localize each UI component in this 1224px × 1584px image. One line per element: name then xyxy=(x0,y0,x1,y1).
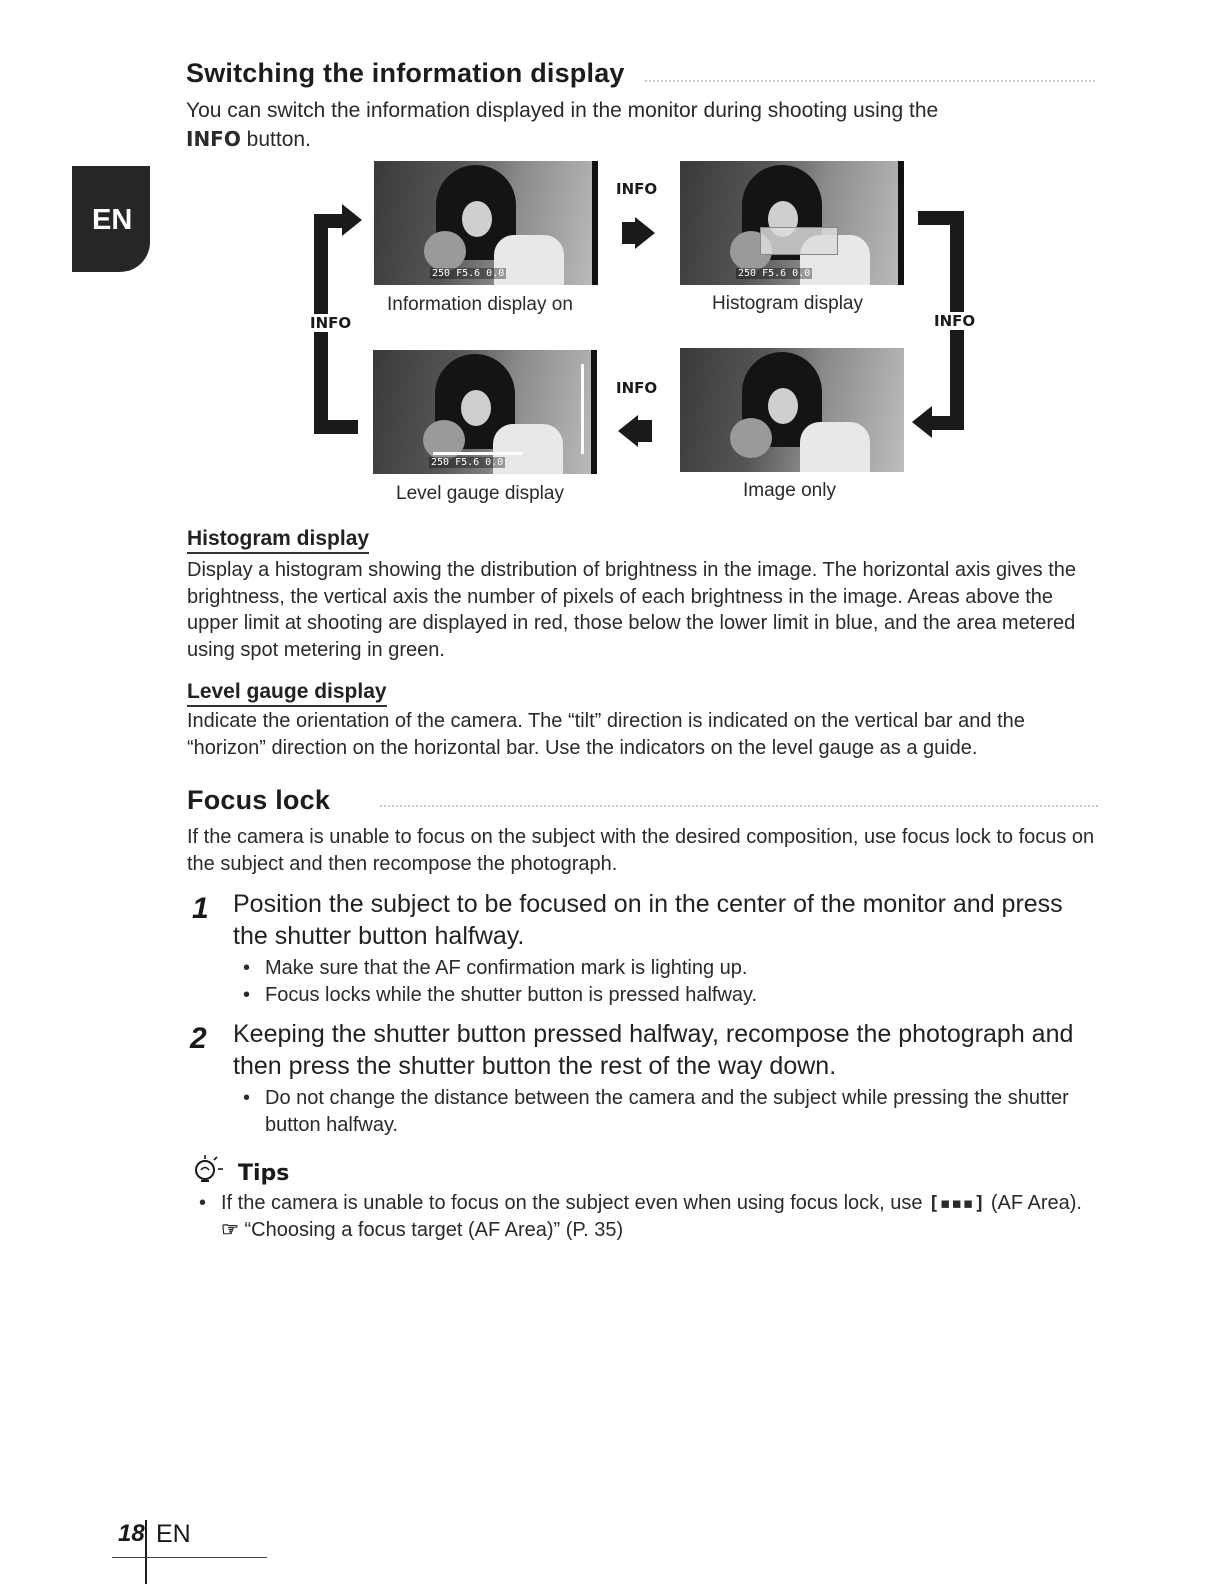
step-2-number: 2 xyxy=(190,1022,207,1055)
histogram-subhead: Histogram display xyxy=(187,527,369,554)
af-area-icon: [▪▪▪] xyxy=(928,1192,986,1214)
tips-bullet-dot: • xyxy=(199,1192,207,1214)
screen-image-only xyxy=(680,348,904,472)
section-title-switching: Switching the information display xyxy=(186,58,625,88)
step-1-text: Position the subject to be focused on in the center of the monitor and press the shutter button halfway. xyxy=(233,890,1063,950)
caption-level-gauge-display: Level gauge display xyxy=(396,483,564,504)
arrow-left-icon xyxy=(618,415,638,447)
tips-text xyxy=(221,1190,1101,1244)
page-number: 18 xyxy=(118,1520,145,1547)
tips-text-lead: If the camera is unable to focus on the subject even when using focus lock, use xyxy=(221,1192,923,1214)
footer-rule xyxy=(112,1557,267,1558)
focus-lock-intro: If the camera is unable to focus on the subject with the desired composition, use focus lock to focus on the subject and then recompose the photograph. xyxy=(187,826,1095,875)
info-label-right: INFO xyxy=(934,312,976,330)
step-2-bullet-1: Do not change the distance between the camera and the subject while pressing the shutter button halfway. xyxy=(265,1087,1069,1136)
language-tab-label: EN xyxy=(92,204,133,236)
info-label-top: INFO xyxy=(616,180,658,198)
footer-lang: EN xyxy=(156,1520,191,1548)
screen-osd-readout: 250 F5.6 0.0 xyxy=(738,268,811,279)
step-1-bullet-dot: • xyxy=(243,984,251,1006)
level-gauge-vertical-bar xyxy=(581,364,584,454)
caption-image-only: Image only xyxy=(743,480,836,501)
screen-osd-readout: 250 F5.6 0.0 xyxy=(432,268,505,279)
section-title-focus-lock: Focus lock xyxy=(187,785,331,815)
right-bracket-bottom xyxy=(930,416,964,430)
title-rule xyxy=(380,805,1098,807)
title-rule xyxy=(645,80,1095,82)
footer-divider xyxy=(145,1520,147,1584)
arrow-right-icon xyxy=(635,217,655,249)
histogram-overlay xyxy=(760,227,838,255)
page-reference-icon: ☞ xyxy=(221,1219,239,1241)
level-gauge-horizontal-bar xyxy=(433,452,523,455)
step-1-bullet-2: Focus locks while the shutter button is pressed halfway. xyxy=(265,984,758,1006)
info-label-left: INFO xyxy=(310,314,352,332)
switching-intro-suffix: button. xyxy=(240,128,311,151)
step-2-text: Keeping the shutter button pressed halfway, recompose the photograph and then press the shutter button the rest of the way down. xyxy=(233,1020,1074,1080)
tips-lightbulb-icon xyxy=(189,1152,225,1188)
switching-intro-text: You can switch the information displayed in the monitor during shooting using the xyxy=(186,99,939,122)
info-button-ref: INFO xyxy=(186,127,241,151)
screen-level-gauge-display xyxy=(373,350,597,474)
arrow-left-icon xyxy=(912,406,932,438)
screen-osd-readout: 250 F5.6 0.0 xyxy=(431,457,504,468)
left-bracket-top xyxy=(314,214,344,228)
language-tab xyxy=(72,166,150,272)
level-gauge-text: Indicate the orientation of the camera. The “tilt” direction is indicated on the vertical bar and the “horizon” direction on the horizontal bar. Use the indicators on the level gauge as a guide. xyxy=(187,710,1025,759)
tips-page-reference: “Choosing a focus target (AF Area)” (P. 35) xyxy=(244,1219,624,1241)
tips-text-af-area: (AF Area). xyxy=(990,1192,1082,1214)
level-gauge-subhead: Level gauge display xyxy=(187,680,387,707)
tips-title: Tips xyxy=(238,1161,290,1186)
info-label-bottom: INFO xyxy=(616,379,658,397)
screen-information-display xyxy=(374,161,598,285)
caption-histogram-display: Histogram display xyxy=(712,293,863,314)
step-2-bullet-dot: • xyxy=(243,1087,251,1109)
arrow-left-shaft xyxy=(638,420,652,442)
arrow-right-shaft xyxy=(622,222,636,244)
screen-histogram-display xyxy=(680,161,904,285)
step-1-bullet-dot: • xyxy=(243,957,251,979)
step-1-number: 1 xyxy=(192,892,209,925)
switching-intro xyxy=(186,97,1086,154)
step-1-bullet-1: Make sure that the AF confirmation mark is lighting up. xyxy=(265,957,748,979)
arrow-right-icon xyxy=(342,204,362,236)
histogram-text: Display a histogram showing the distribution of brightness in the image. The horizontal axis gives the brightness, the vertical axis the number of pixels of each brightness in the image. Areas above the upper limit at shooting are displayed in red, those below the lower limit in blue, and the area metered using spot metering in green. xyxy=(187,559,1076,661)
caption-information-display: Information display on xyxy=(387,294,573,315)
